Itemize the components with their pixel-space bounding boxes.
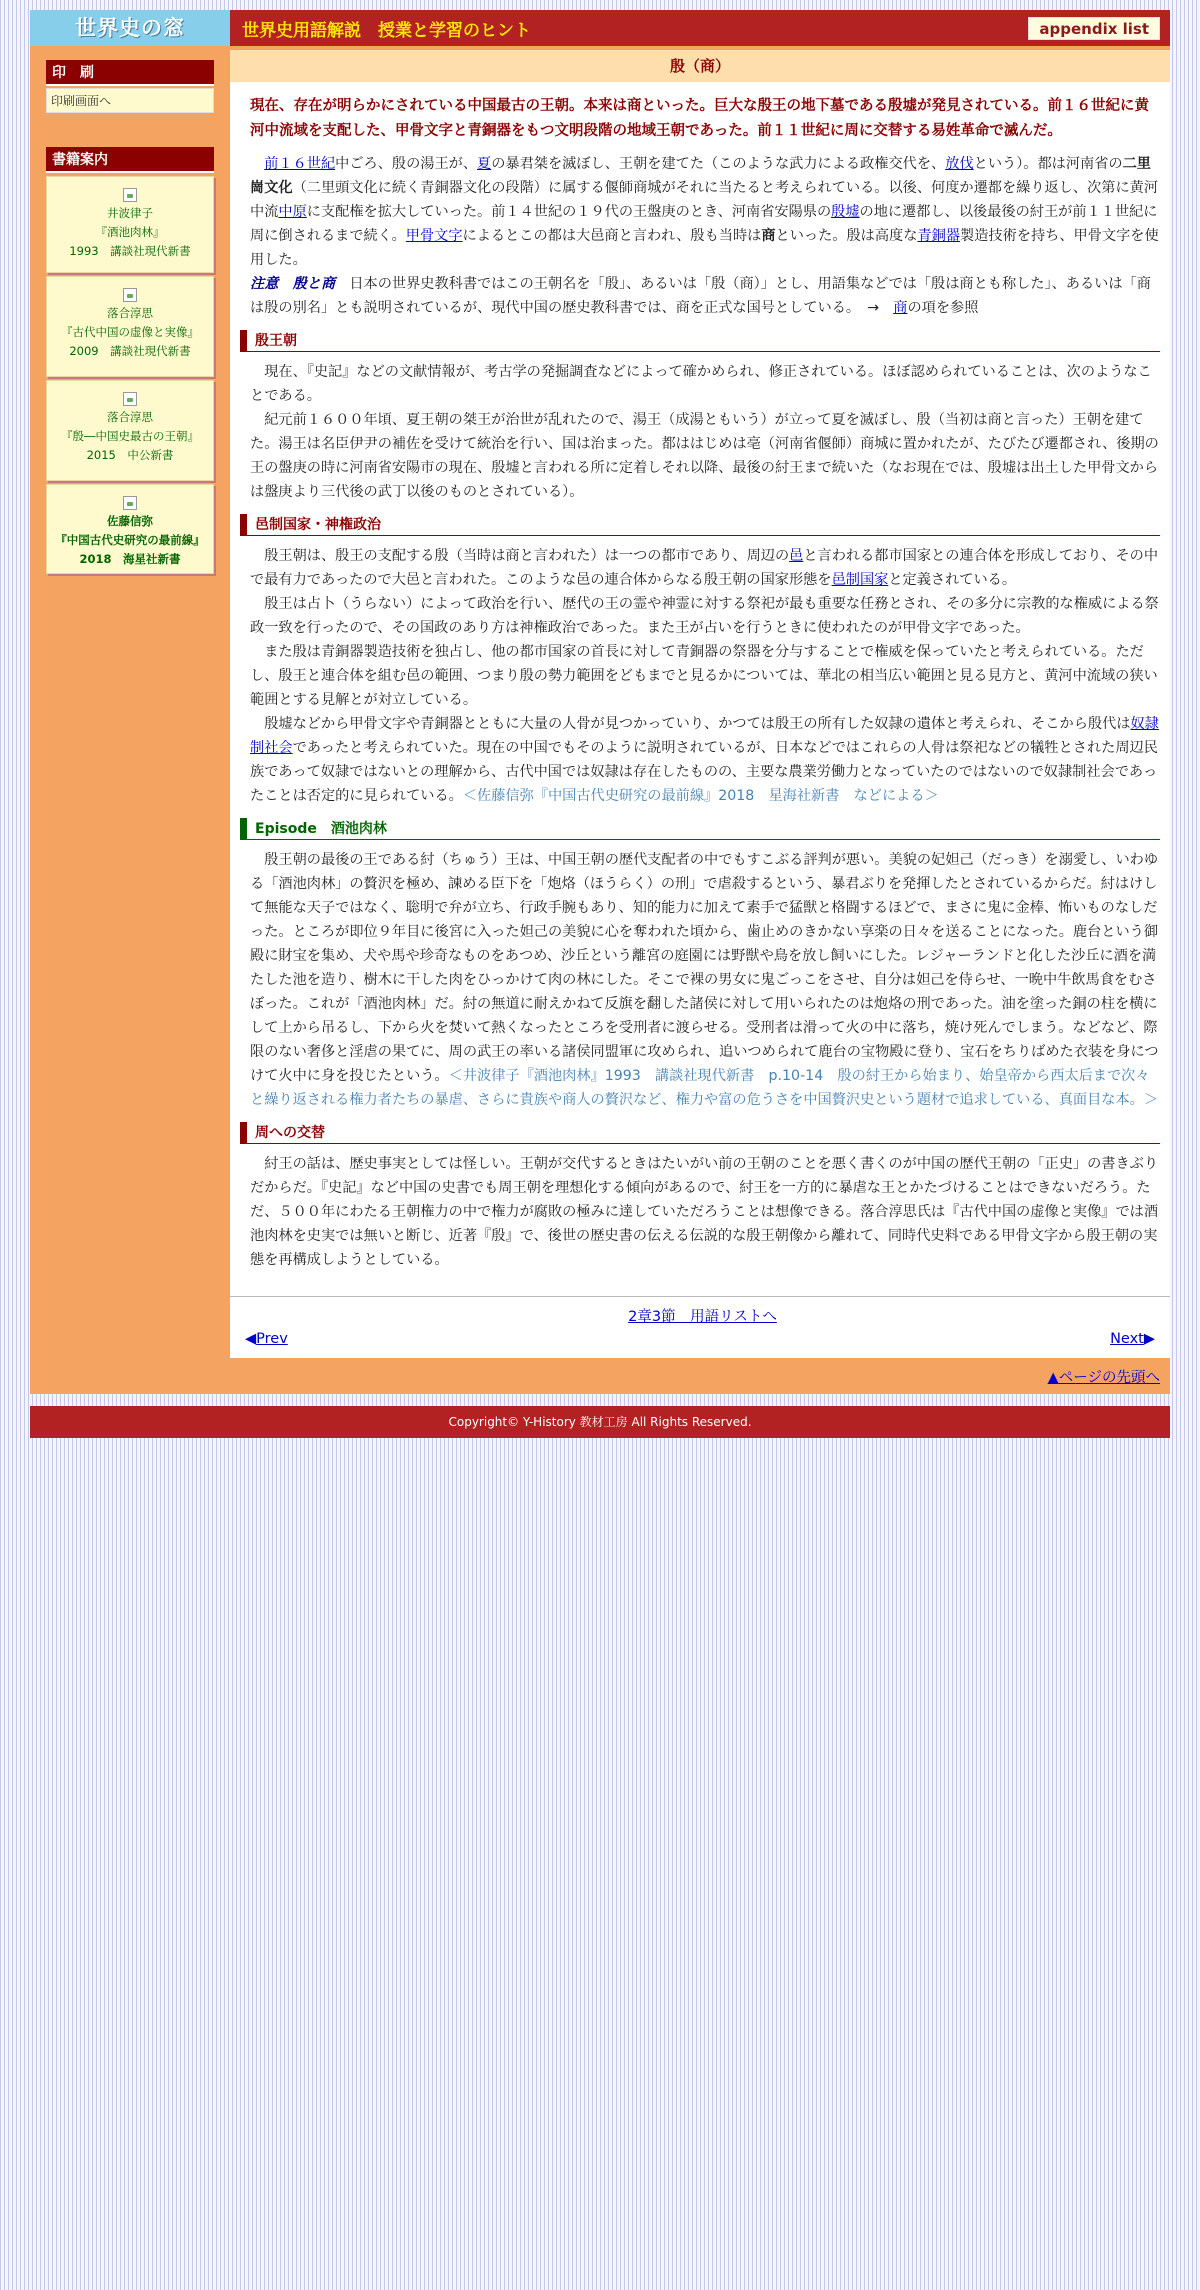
bold-term: 商	[761, 228, 776, 244]
link-slave-society[interactable]: 奴隷制社会	[250, 716, 1159, 756]
text: の項を参照	[907, 300, 979, 316]
link-16th-century[interactable]: 前１６世紀	[264, 156, 336, 172]
paragraph: 殷王は占卜（うらない）によって政治を行い、歴代の王の霊や神霊に対する祭祀が最も重要な任務とされ、その多分に宗教的な権威による祭政一致を行ったので、その国政のあり方は神権政治であった。また王が占いを行うときに使われたのが甲骨文字であった。	[250, 596, 1159, 636]
link-yinxu[interactable]: 殷墟	[831, 204, 860, 220]
term-list-link[interactable]: 2章3節 用語リストへ	[628, 1309, 777, 1325]
print-link[interactable]: 印刷画面へ	[51, 94, 112, 108]
copyright-bar: Copyright© Y-History 教材工房 All Rights Reserved.	[30, 1406, 1170, 1438]
link-oracle-bone-script[interactable]: 甲骨文字	[405, 228, 463, 244]
print-heading: 印 刷	[46, 60, 214, 86]
text: 殷王朝は、殷王の支配する殷（当時は商と言われた）は一つの都市であり、周辺の	[264, 548, 790, 564]
paragraph: また殷は青銅器製造技術を独占し、他の都市国家の首長に対して青銅器の祭器を分与することで権威を保っていたと考えられている。ただし、殷王と連合体を組む邑の範囲、つまり殷の勢力範囲をどもまでと見るかについては、華北の相当広い範囲と見る見方と、黄河中流域の狭い範囲とする見解とが対立している。	[250, 644, 1158, 708]
site-logo[interactable]: 世界史の窓	[30, 10, 230, 46]
book-card[interactable]	[46, 176, 214, 273]
book-author: 佐藤信弥	[107, 514, 153, 528]
next-link[interactable]: Next	[1110, 1331, 1144, 1347]
text: に支配権を拡大していった。前１４世紀の１９代の王盤庚のとき、河南省安陽県の	[306, 204, 832, 220]
link-chugen[interactable]: 中原	[278, 204, 307, 220]
appendix-list-button[interactable]: appendix list	[1028, 17, 1160, 40]
header-bar	[230, 10, 1170, 46]
book-publisher: 1993 講談社現代新書	[69, 244, 191, 258]
books-heading: 書籍案内	[46, 147, 214, 173]
link-shang[interactable]: 商	[893, 300, 908, 316]
broken-image-icon	[123, 288, 137, 302]
book-title: 『古代中国の虚像と実像』	[61, 325, 199, 339]
header	[30, 10, 1170, 46]
book-card[interactable]	[46, 276, 214, 377]
link-yu[interactable]: 邑	[789, 548, 804, 564]
broken-image-icon	[123, 496, 137, 510]
book-publisher: 2009 講談社現代新書	[69, 344, 191, 358]
site-title: 世界史用語解説 授業と学習のヒント	[242, 20, 531, 41]
article-body	[230, 82, 1170, 1282]
body-row	[30, 46, 1170, 1358]
page-top-link[interactable]	[1048, 1370, 1160, 1386]
book-author: 落合淳思	[107, 306, 153, 320]
text: であったと考えられていた。現在の中国でもそのように説明されているが、日本などではこれらの人骨は祭祀などの犠牲とされた周辺民族であって奴隷ではないとの理解から、古代中国では奴隷は存在したものの、主要な農業労働力となっていたのではないので奴隷制社会であったことは否定的に見られている。	[250, 740, 1158, 804]
book-author: 落合淳思	[107, 410, 153, 424]
paragraph	[250, 712, 1160, 808]
book-list	[46, 176, 214, 574]
page-wrapper	[30, 10, 1170, 1438]
next-nav[interactable]	[1110, 1331, 1155, 1347]
note-title: 注意 殷と商	[250, 276, 336, 292]
link-xia[interactable]: 夏	[477, 156, 492, 172]
link-city-state[interactable]: 邑制国家	[831, 572, 889, 588]
triangle-up-icon: ▲	[1047, 1370, 1059, 1386]
paragraph	[250, 848, 1160, 1112]
book-card[interactable]	[46, 484, 214, 574]
reference-note: ＜井波律子『酒池肉林』1993 講談社現代新書 p.10-14 殷の紂王から始まり、始皇帝から西太后まで次々と繰り返される権力者たちの暴虐、さらに貴族や商人の贅沢など、権力や富の危うさを中国贅沢史という題材で追求している、真面目な本。＞	[250, 1068, 1159, 1108]
prev-nav[interactable]	[245, 1331, 288, 1347]
book-author: 井波律子	[107, 206, 153, 220]
book-card[interactable]	[46, 380, 214, 481]
text: 殷王朝の最後の王である紂（ちゅう）王は、中国王朝の歴代支配者の中でもすこぶる評判が悪い。美貌の妃妲己（だっき）を溺愛し、いわゆる「酒池肉林」の贅沢を極め、諫める臣下を「炮烙（ほうらく）の刑」で虐殺するという、暴君ぶりを発揮したとされているからだ。紂はけして無能な天子ではなく、聡明で弁が立ち、行政手腕もあり、知的能力に加えて素手で猛獣と格闘するほどで、まさに鬼に金棒、怖いものなしだった。ところが即位９年目に後宮に入った妲己の美貌に心を奪われた頃から、歯止めのきかない享楽の日々を送ることになった。鹿台という御殿に財宝を集め、犬や馬や珍奇なものをあつめ、沙丘という離宮の庭園には野獣や鳥を放し飼いにした。レジャーランドと化した沙丘に酒を満たした池を造り、樹木に干した肉をひっかけて肉の林にした。そこで裸の男女に鬼ごっこをさせ、自分は妲己を侍らせ、一晩中牛飲馬食をむさぼった。これが「酒池肉林」だ。紂の無道に耐えかねて反旗を翻した諸侯に対して用いられたのは炮烙の刑であった。油を塗った銅の柱を横にして上から吊るし、下から火を焚いて熱くなったところを受刑者に渡らせる。受刑者は滑って火の中に落ち，焼け死んでしまう。などなど、際限のない奢侈と淫虐の果てに、周の武王の率いる諸侯同盟軍に攻められ、追いつめられて鹿台の宝物殿に登り、宝石をちりばめた衣装を身につけて火中に身を投じたという。	[250, 852, 1159, 1084]
section-heading: 周への交替	[240, 1122, 1160, 1144]
book-title: 『中国古代史研究の最前線』	[55, 533, 205, 547]
link-hobatsu[interactable]: 放伐	[945, 156, 974, 172]
reference-note: ＜佐藤信弥『中国古代史研究の最前線』2018 星海社新書 などによる＞	[462, 788, 939, 804]
paragraph	[250, 544, 1160, 592]
summary-text: 現在、存在が明らかにされている中国最古の王朝。本来は商といった。巨大な殷王の地下墓である殷墟が発見されている。前１６世紀に黄河中流域を支配した、甲骨文字と青銅器をもつ文明段階の地域王朝であった。前１１世紀に周に交替する易姓革命で滅んだ。	[250, 98, 1149, 139]
intro-paragraph	[250, 152, 1160, 272]
section-heading: 殷王朝	[240, 330, 1160, 352]
text: （二里頭文化に続く青銅器文化の段階）に属する偃師商城がそれに当たると考えられている。以後、何度か遷都を繰り返し、次第に黄河中流	[250, 180, 1159, 220]
paragraph: 紀元前１６００年頃、夏王朝の桀王が治世が乱れたので、湯王（成湯ともいう）が立って夏を滅ぼし、殷（当初は商と言った）王朝を建てた。湯王は名臣伊尹の補佐を受けて統治を行い、国は治まった。都ははじめは亳（河南省偃師）商城に置かれたが、たびたび遷都され、後期の王の盤庚の時に河南省安陽市の現在、殷墟と言われる所に定着しそれ以降、最後の紂王まで続いた（なお現在では、殷墟は出土した甲骨文からは盤庚より三代後の武丁以後のものとされている）。	[250, 412, 1159, 500]
page-top-row	[30, 1358, 1170, 1394]
section-heading: Episode 酒池肉林	[240, 818, 1160, 840]
triangle-right-icon: ▶	[1143, 1331, 1155, 1347]
prev-link[interactable]: Prev	[256, 1331, 288, 1347]
text: の暴君桀を滅ぼし、王朝を建てた（このような武力による政権交代を、	[491, 156, 946, 172]
text: 殷墟などから甲骨文字や青銅器とともに大量の人骨が見つかっていり、かつては殷王の所有した奴隷の遺体と考えられ、そこから殷代は	[264, 716, 1131, 732]
paragraph: 現在、『史記』などの文献情報が、考古学の発掘調査などによって確かめられ、修正されている。ほぼ認められていることは、次のようなことである。	[250, 364, 1152, 404]
broken-image-icon	[123, 188, 137, 202]
text: 日本の世界史教科書ではこの王朝名を「殷」、あるいは「殷（商）」とし、用語集などでは「殷は商とも称した」、あるいは「商は殷の別名」とも説明されているが、現代中国の歴史教科書では、商を正式な国号としている。 →	[250, 276, 1151, 316]
text: 製造技術を持ち、甲骨文字を使用した。	[250, 228, 1159, 268]
link-bronze[interactable]: 青銅器	[917, 228, 961, 244]
note-paragraph	[250, 272, 1160, 320]
text: と定義されている。	[888, 572, 1017, 588]
text: によるとこの都は大邑商と言われ、殷も当時は	[462, 228, 762, 244]
text: の地に遷都し、以後最後の紂王が前１１世紀に周に倒されるまで続く。	[250, 204, 1158, 244]
text: と言われる都市国家との連合体を形成しており、その中で最有力であったので大邑と言われた。このような邑の連合体からなる殷王朝の国家形態を	[250, 548, 1159, 588]
broken-image-icon	[123, 392, 137, 406]
page-top-label: ページの先頭へ	[1058, 1370, 1160, 1386]
print-link-box	[46, 88, 214, 113]
paragraph: 紂王の話は、歴史事実としては怪しい。王朝が交代するときはたいがい前の王朝のことを悪く書くのが中国の歴代王朝の「正史」の書きぶりだからだ。『史記』など中国の史書でも周王朝を理想化する傾向があるので、紂王を一方的に暴虐な王とかたづけることはできないだろう。ただ、５００年にわたる王朝権力の中で権力が腐敗の極みに達していただろうことは想像できる。落合淳思氏は『古代中国の虚像と実像』では酒池肉林を史実では無いと断じ、近著『殷』で、後世の歴史書の伝える伝説的な殷王朝像から離れて、同時代史料である甲骨文字から殷王朝の実態を再構成しようとしている。	[250, 1156, 1159, 1268]
book-title: 『殷―中国史最古の王朝』	[61, 429, 199, 443]
book-title: 『酒池肉林』	[95, 225, 165, 239]
bold-term: 二里崗文化	[250, 156, 1151, 196]
book-publisher: 2015 中公新書	[86, 448, 174, 462]
text: 中ごろ、殷の湯王が、	[335, 156, 478, 172]
section-heading: 邑制国家・神権政治	[240, 514, 1160, 536]
book-publisher: 2018 海星社新書	[79, 552, 181, 566]
main-content	[230, 50, 1170, 1358]
sidebar	[30, 50, 230, 1358]
text: といった。殷は高度な	[775, 228, 918, 244]
text: という）。都は河南省の	[973, 156, 1123, 172]
footer-nav	[230, 1296, 1170, 1358]
page-title: 殷（商）	[230, 50, 1170, 82]
triangle-left-icon: ◀	[245, 1331, 257, 1347]
